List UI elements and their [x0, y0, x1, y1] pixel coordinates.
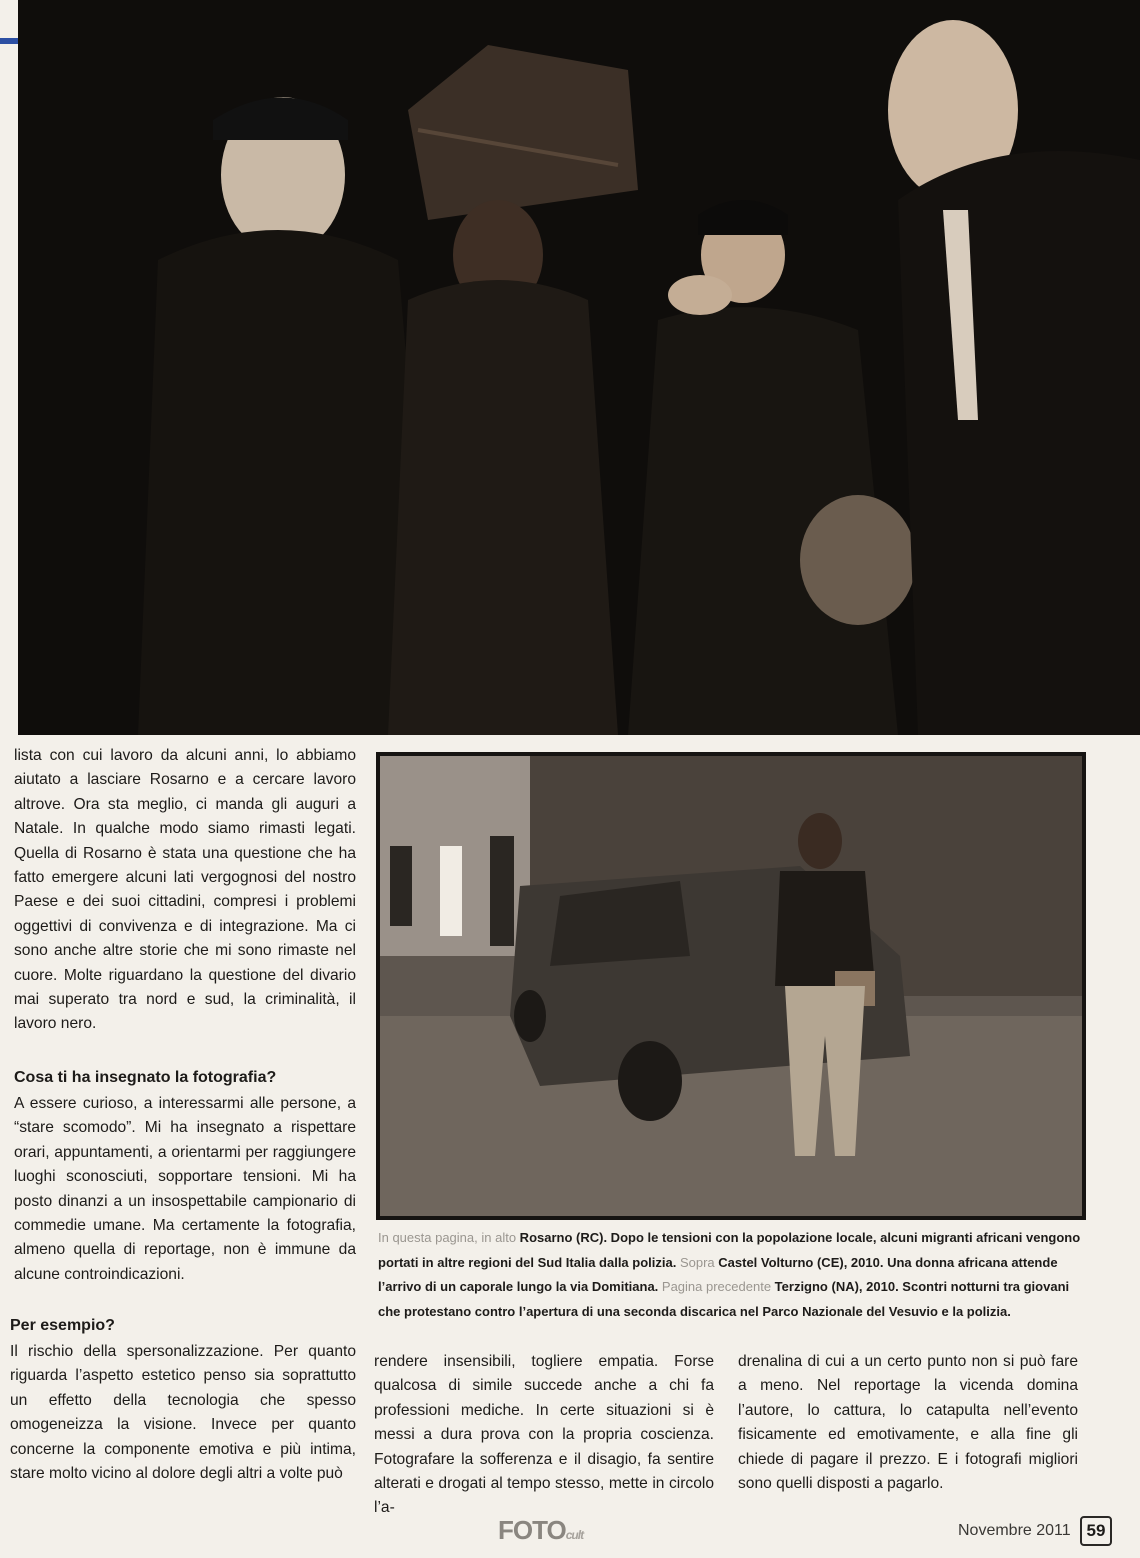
caption-lead-2: Sopra: [679, 1254, 715, 1270]
question-heading: Cosa ti ha insegnato la fotografia?: [14, 1069, 277, 1086]
article-paragraph: drenalina di cui a un certo punto non si può fare a meno. Nel reportage la vicenda domina l’autore, lo cattura, lo catapulta nell’evento fisicamente ed emotivamente, e alla fine gli chiede di pagare il prezzo. E i fotografi migliori sono quelli disposti a pagarlo.: [738, 1353, 1078, 1493]
page-number: 59: [1080, 1516, 1112, 1546]
article-paragraph: A essere curioso, a interessarmi alle persone, a “stare scomodo”. Mi ha insegnato a rispettare orari, appuntamenti, a orientarmi per raggiungere luoghi sconosciuti, sopportare tensioni. Mi ha posto dinanzi a un insospettabile campionario di commedie umane. Ma certamente la fotografia, almeno quella di reportage, non è immune da alcune controindicazioni.: [14, 1095, 356, 1283]
interview-answer-1: [14, 1092, 356, 1287]
caption-text-1: Rosarno (RC). Dopo le tensioni con la popolazione locale, alcuni migranti africani vengono portati in altre regioni del Sud Italia dalla polizia.: [378, 1230, 1081, 1270]
article-column-2: [374, 1350, 714, 1521]
article-column-3: [738, 1350, 1078, 1496]
question-heading: Per esempio?: [10, 1317, 115, 1334]
caption-lead-3: Pagina precedente: [661, 1279, 772, 1294]
caption-text-2: Castel Volturno (CE), 2010. Una donna africana attende l’arrivo di un caporale lungo la via Domitiana.: [378, 1254, 1058, 1294]
logo-sub: cult: [565, 1528, 584, 1542]
caption-lead-1: In questa pagina, in alto: [378, 1230, 517, 1245]
interview-question-2: [10, 1314, 356, 1338]
interview-question-1: [14, 1066, 356, 1090]
article-paragraph: rendere insensibili, togliere empatia. Forse qualcosa di simile succede anche a chi fa professioni mediche. In certe situazioni si è messi a dura prova con la propria coscienza. Fotografare la sofferenza e il disagio, fa sentire alterati e drogati al tempo stesso, mette in circolo l’a-: [374, 1353, 714, 1517]
logo-main: FOTO: [498, 1515, 566, 1545]
article-paragraph: lista con cui lavoro da alcuni anni, lo abbiamo aiutato a lasciare Rosarno e a cercare lavoro altrove. Ora sta meglio, ci manda gli auguri a Natale. In qualche modo siamo rimasti legati. Quella di Rosarno è stata una questione che ha fatto emergere alcuni lati vergognosi del nostro Paese e dei suoi cittadini, compresi i problemi oggettivi di convivenza e di integrazione. Ma ci sono anche altre storie che mi sono rimaste nel cuore. Molte riguardano la questione del divario mai superato tra nord e sud, la criminalità, il lavoro nero.: [14, 747, 356, 1033]
interview-answer-2: [10, 1340, 356, 1486]
photo-castel-volturno: [376, 752, 1086, 1220]
photo-rosarno-police: [18, 0, 1140, 735]
issue-date: Novembre 2011: [958, 1522, 1071, 1539]
caption-text-3: Terzigno (NA), 2010. Scontri notturni tra giovani che protestano contro l’apertura di una seconda discarica nel Parco Nazionale del Vesuvio e la polizia.: [378, 1279, 1070, 1319]
article-column-1-intro: [14, 744, 356, 1037]
magazine-logo: [498, 1515, 583, 1546]
article-paragraph: Il rischio della spersonalizzazione. Per quanto riguarda l’aspetto estetico penso sia soprattutto un effetto della tecnologia che spesso omogeneizza la visione. Invece per quanto concerne la componente emotiva e più intima, stare molto vicino al dolore degli altri a volte può: [10, 1343, 356, 1483]
photo-caption: [378, 1226, 1084, 1324]
